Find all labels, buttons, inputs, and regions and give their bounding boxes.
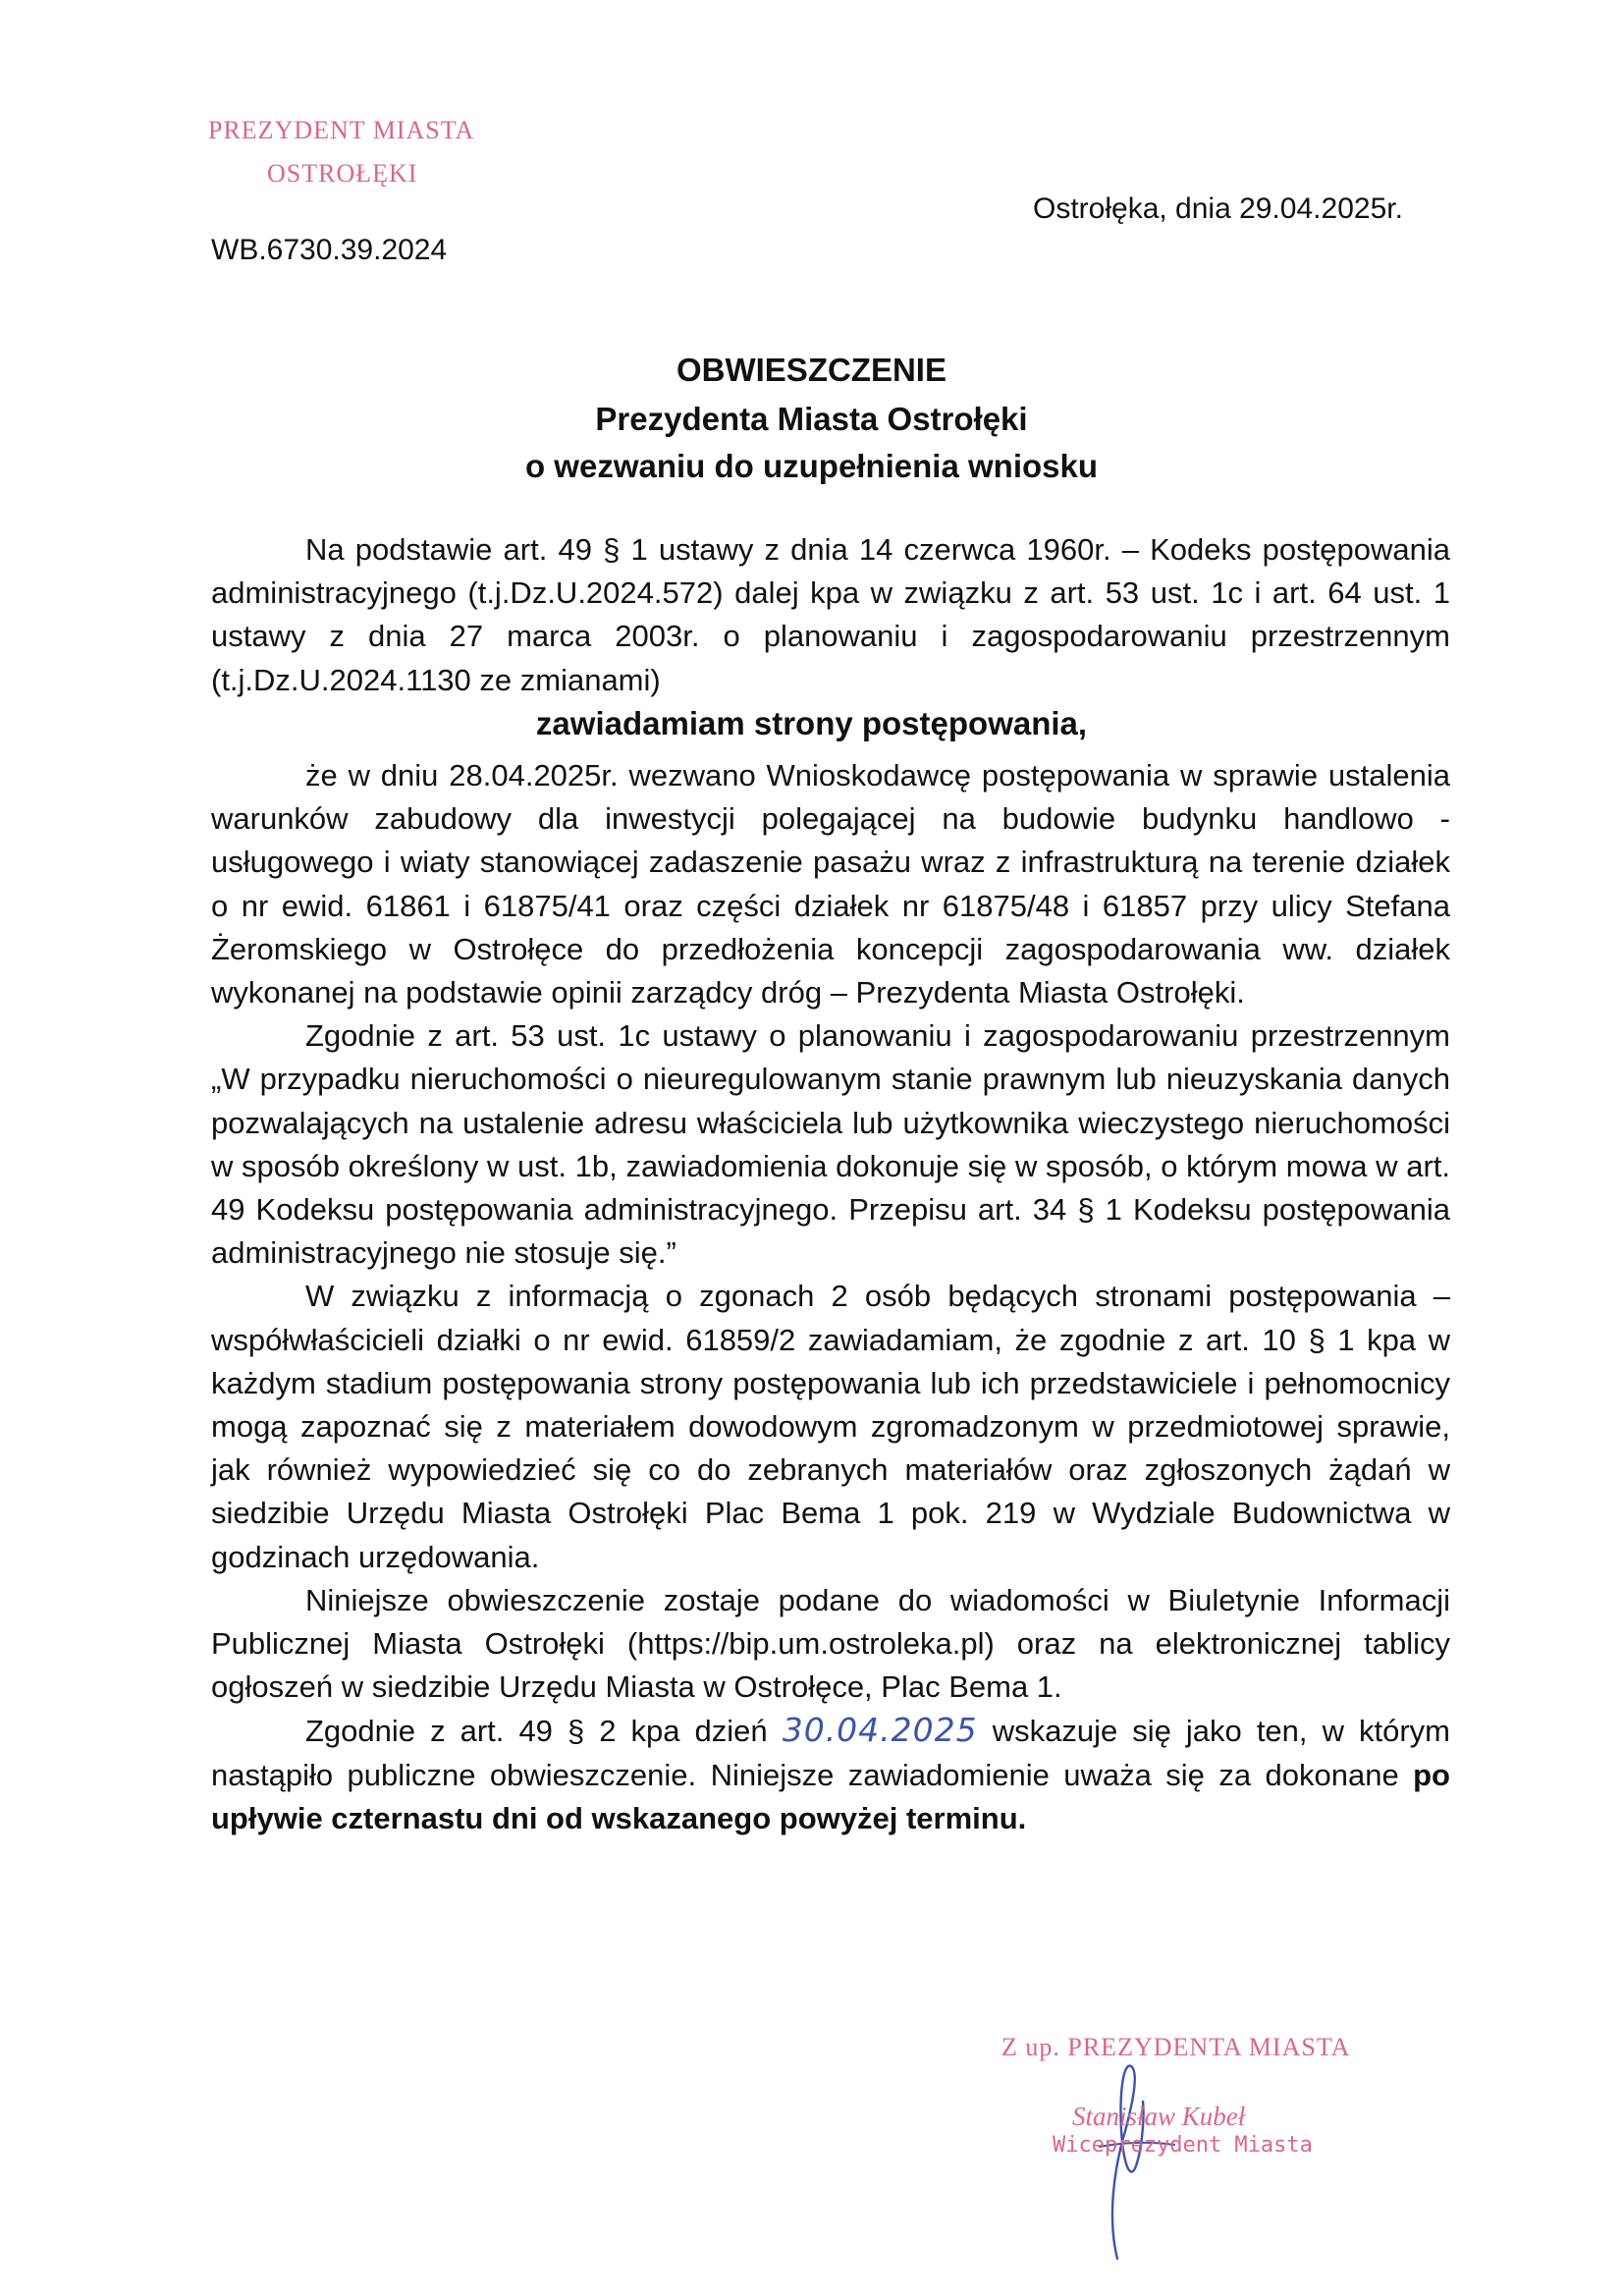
body-paragraph-article-53: Zgodnie z art. 53 ust. 1c ustawy o planowaniu i zagospodarowaniu przestrzennym „W przypadku nieruchomości o nieuregulowanym stanie prawnym lub nieuzyskania danych pozwalających na ustalenie adresu właściciela lub użytkownika wieczystego nieruchomości w sposób określony w ust. 1b, zawiadomienia dokonuje się w sposób, o którym mowa w art. 49 Kodeksu postępowania administracyjnego. Przepisu art. 34 § 1 Kodeksu postępowania administracyjnego nie stosuje się.” [211,1018,1450,1271]
body-paragraph-deaths: W związku z informacją o zgonach 2 osób będących stronami postępowania – współwłaścicieli działki o nr ewid. 61859/2 zawiadamiam, że zgodnie z art. 10 § 1 kpa w każdym stadium postępowania strony postępowania lub ich przedstawiciele i pełnomocnicy mogą zapoznać się z materiałem dowodowym zgromadzonym w przedmiotowej sprawie, jak również wypowiedzieć się co do zebranych materiałów oraz zgłoszonych żądań w siedzibie Urzędu Miasta Ostrołęki Plac Bema 1 pok. 219 w Wydziale Budownictwa w godzinach urzędowania. [211,1279,1450,1574]
body-paragraph-publication: Niniejsze obwieszczenie zostaje podane do wiadomości w Biuletynie Informacji Publicznej Miasta Ostrołęki (https://bip.um.ostroleka.pl) oraz na elektronicznej tablicy ogłoszeń w siedzibie Urzędu Miasta w Ostrołęce, Plac Bema 1. [211,1582,1450,1705]
document-body [211,754,1450,1840]
body-paragraph-summons: że w dniu 28.04.2025r. wezwano Wnioskodawcę postępowania w sprawie ustalenia warunków zabudowy dla inwestycji polegającej na budowie budynku handlowo - usługowego i wiaty stanowiącej zadaszenie pasażu wraz z infrastrukturą na terenie działek o nr ewid. 61861 i 61875/41 oraz części działek nr 61875/48 i 61857 przy ulicy Stefana Żeromskiego w Ostrołęce do przedłożenia koncepcji zagospodarowania ww. działek wykonanej na podstawie opinii zarządcy dróg – Prezydenta Miasta Ostrołęki. [211,758,1450,1011]
final-text-part1: Zgodnie z art. 49 § 2 kpa dzień [305,1714,783,1749]
legal-basis-paragraph: Na podstawie art. 49 § 1 ustawy z dnia 14 czerwca 1960r. – Kodeks postępowania administracyjnego (t.j.Dz.U.2024.572) dalej kpa w związku z art. 53 ust. 1c i art. 64 ust. 1 ustawy z dnia 27 marca 2003r. o planowaniu i zagospodarowaniu przestrzennym (t.j.Dz.U.2024.1130 ze zmianami) [211,532,1450,697]
place-date: Ostrołęka, dnia 29.04.2025r. [1033,192,1403,225]
handwritten-publication-date: 30.04.2025 [782,1711,978,1750]
signatory-role: Wiceprezydent Miasta [1053,2133,1313,2158]
handwritten-signature [1060,2052,1188,2269]
document-title: OBWIESZCZENIE [676,352,947,388]
office-stamp-line2: OSTROŁĘKI [267,159,418,188]
announcement-heading: zawiadamiam strony postępowania, [535,705,1088,741]
body-paragraph-final [211,1709,1450,1840]
reference-number: WB.6730.39.2024 [211,234,448,266]
final-text-bold: po upływie czternastu dni od wskazanego powyżej terminu. [211,1757,1450,1835]
legal-basis-block [211,528,1450,702]
office-stamp-line1: PREZYDENT MIASTA [208,116,475,144]
signatory-name: Stanisław Kubeł [1072,2102,1246,2131]
signature-authority: Z up. PREZYDENTA MIASTA [1001,2033,1351,2061]
final-text-part2: wskazuje się jako ten, w którym nastąpiło publiczne obwieszczenie. Niniejsze zawiadomienie uważa się za dokonane [211,1714,1450,1792]
document-subtitle-issuer: Prezydenta Miasta Ostrołęki [595,401,1028,437]
document-subtitle-subject: o wezwaniu do uzupełnienia wniosku [524,448,1099,484]
